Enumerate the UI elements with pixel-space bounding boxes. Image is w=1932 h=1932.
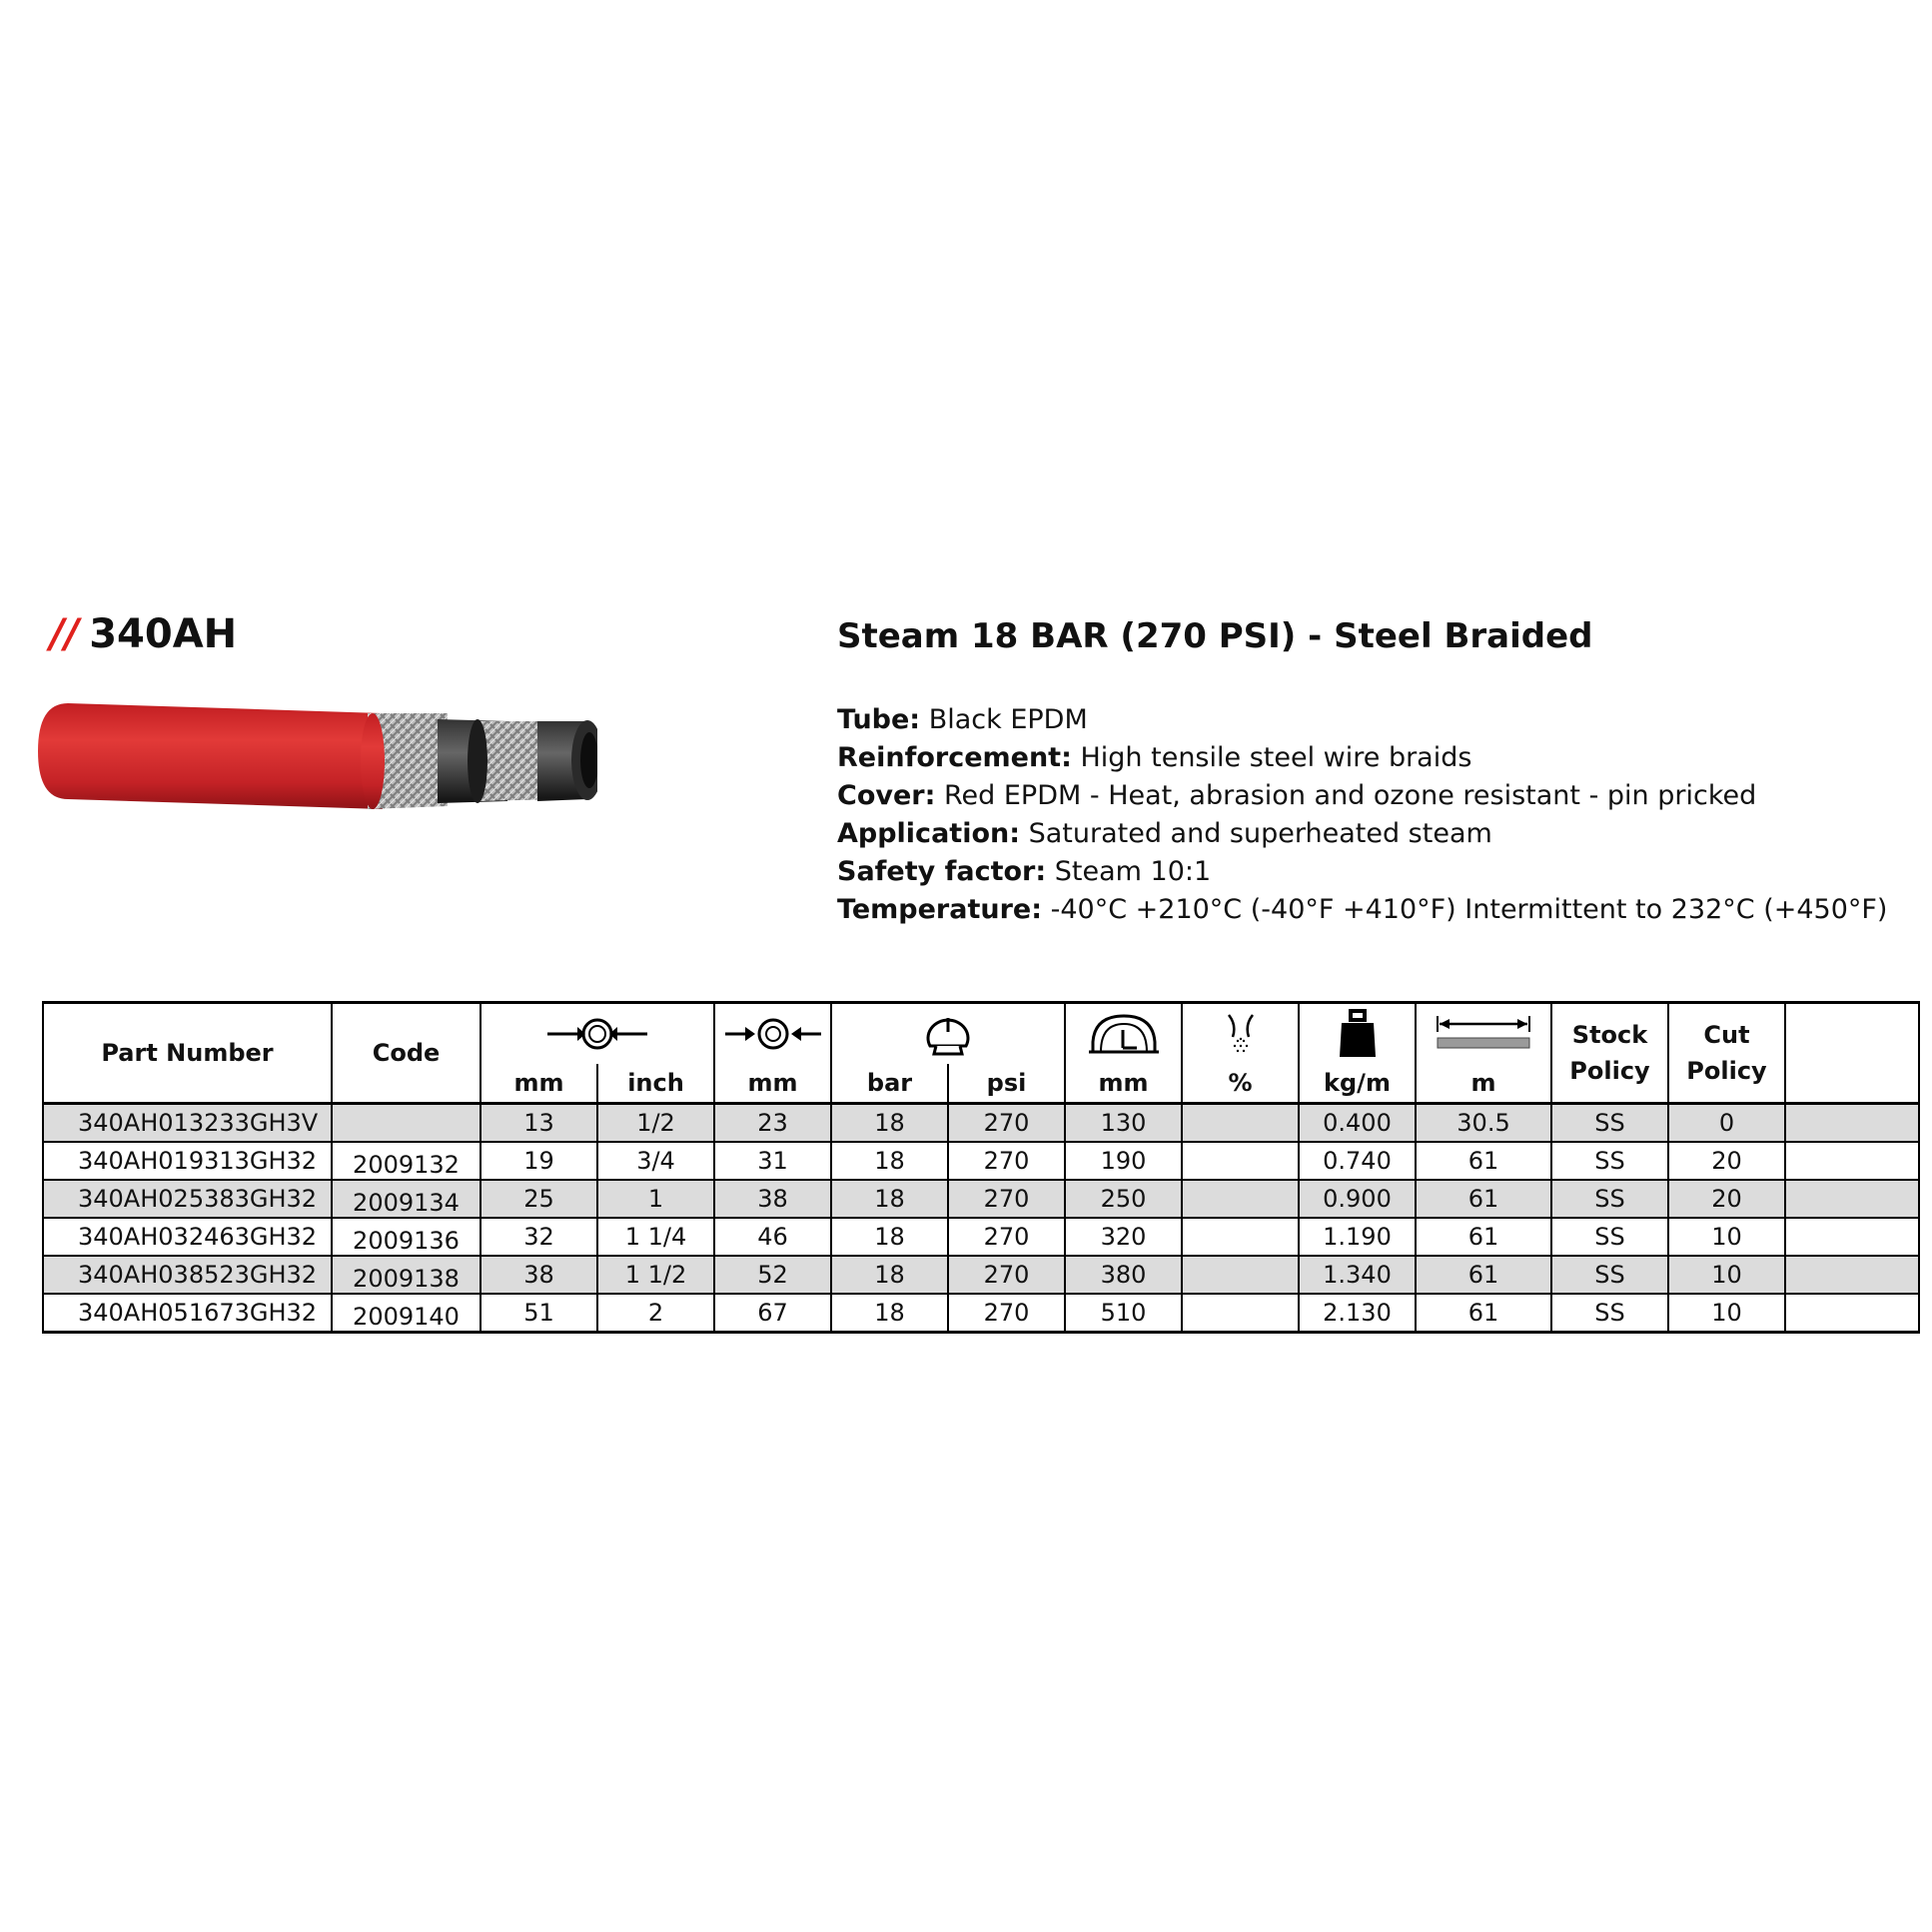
cell-bar: 18 bbox=[831, 1180, 948, 1218]
cell-id-inch: 3/4 bbox=[597, 1142, 714, 1180]
cell-part-number: 340AH025383GH32 bbox=[43, 1180, 332, 1218]
unit-od-mm: mm bbox=[714, 1064, 831, 1104]
outside-diameter-icon bbox=[723, 1014, 823, 1054]
spec-label: Application: bbox=[837, 818, 1021, 849]
header-vacuum bbox=[1182, 1003, 1299, 1065]
cell-code: 2009134 bbox=[332, 1180, 481, 1218]
cell-od-mm: 31 bbox=[714, 1142, 831, 1180]
unit-pressure-bar: bar bbox=[831, 1064, 948, 1104]
header-code: Code bbox=[332, 1003, 481, 1104]
vacuum-icon bbox=[1221, 1011, 1261, 1057]
table-row bbox=[43, 1218, 1919, 1256]
cell-code: 2009140 bbox=[332, 1294, 481, 1333]
header-bend-radius bbox=[1065, 1003, 1182, 1065]
cell-weight: 2.130 bbox=[1299, 1294, 1416, 1333]
cell-bend-mm: 510 bbox=[1065, 1294, 1182, 1333]
cell-extra bbox=[1785, 1218, 1919, 1256]
cell-vacuum bbox=[1182, 1294, 1299, 1333]
cell-od-mm: 23 bbox=[714, 1104, 831, 1143]
cell-weight: 1.190 bbox=[1299, 1218, 1416, 1256]
cell-stock-policy: SS bbox=[1551, 1180, 1668, 1218]
unit-bend-mm: mm bbox=[1065, 1064, 1182, 1104]
unit-length-m: m bbox=[1416, 1064, 1551, 1104]
cell-code: 2009136 bbox=[332, 1218, 481, 1256]
length-icon bbox=[1436, 1014, 1531, 1054]
cell-id-inch: 1 1/2 bbox=[597, 1256, 714, 1294]
header-inside-diameter bbox=[481, 1003, 714, 1065]
cell-vacuum bbox=[1182, 1218, 1299, 1256]
spec-value: Steam 10:1 bbox=[1054, 856, 1212, 887]
cell-bar: 18 bbox=[831, 1218, 948, 1256]
cell-cut-policy: 10 bbox=[1668, 1218, 1785, 1256]
cell-part-number: 340AH051673GH32 bbox=[43, 1294, 332, 1333]
cell-stock-policy: SS bbox=[1551, 1294, 1668, 1333]
cell-weight: 0.400 bbox=[1299, 1104, 1416, 1143]
cell-id-inch: 2 bbox=[597, 1294, 714, 1333]
inside-diameter-icon bbox=[545, 1014, 649, 1054]
cell-bar: 18 bbox=[831, 1142, 948, 1180]
cell-extra bbox=[1785, 1142, 1919, 1180]
cell-length: 61 bbox=[1416, 1180, 1551, 1218]
cell-stock-policy: SS bbox=[1551, 1218, 1668, 1256]
cell-stock-policy: SS bbox=[1551, 1104, 1668, 1143]
spec-temperature bbox=[837, 891, 1896, 929]
cell-cut-policy: 10 bbox=[1668, 1256, 1785, 1294]
cell-length: 61 bbox=[1416, 1256, 1551, 1294]
cell-vacuum bbox=[1182, 1104, 1299, 1143]
table-row bbox=[43, 1180, 1919, 1218]
cell-code: 2009132 bbox=[332, 1142, 481, 1180]
cell-stock-policy: SS bbox=[1551, 1142, 1668, 1180]
cell-vacuum bbox=[1182, 1142, 1299, 1180]
cell-part-number: 340AH019313GH32 bbox=[43, 1142, 332, 1180]
cell-od-mm: 38 bbox=[714, 1180, 831, 1218]
cut-policy-line1: Cut bbox=[1703, 1021, 1750, 1049]
cell-cut-policy: 20 bbox=[1668, 1142, 1785, 1180]
cell-od-mm: 67 bbox=[714, 1294, 831, 1333]
table-row bbox=[43, 1294, 1919, 1333]
header-part-number: Part Number bbox=[43, 1003, 332, 1104]
spec-label: Tube: bbox=[837, 704, 921, 735]
cell-part-number: 340AH038523GH32 bbox=[43, 1256, 332, 1294]
cell-stock-policy: SS bbox=[1551, 1256, 1668, 1294]
table-row bbox=[43, 1104, 1919, 1143]
spec-application bbox=[837, 815, 1896, 853]
cell-extra bbox=[1785, 1104, 1919, 1143]
cell-vacuum bbox=[1182, 1256, 1299, 1294]
unit-id-mm: mm bbox=[481, 1064, 597, 1104]
cell-bend-mm: 250 bbox=[1065, 1180, 1182, 1218]
cell-length: 61 bbox=[1416, 1294, 1551, 1333]
spec-value: High tensile steel wire braids bbox=[1080, 742, 1472, 773]
cell-extra bbox=[1785, 1294, 1919, 1333]
cell-length: 61 bbox=[1416, 1218, 1551, 1256]
product-title bbox=[50, 607, 237, 661]
spec-tube bbox=[837, 701, 1896, 739]
cell-id-inch: 1/2 bbox=[597, 1104, 714, 1143]
cell-code bbox=[332, 1104, 481, 1143]
cell-psi: 270 bbox=[948, 1142, 1065, 1180]
table-row bbox=[43, 1142, 1919, 1180]
header-pressure bbox=[831, 1003, 1065, 1065]
cell-bar: 18 bbox=[831, 1294, 948, 1333]
unit-vacuum-percent: % bbox=[1182, 1064, 1299, 1104]
cell-length: 30.5 bbox=[1416, 1104, 1551, 1143]
cell-bend-mm: 320 bbox=[1065, 1218, 1182, 1256]
spec-reinforcement bbox=[837, 739, 1896, 777]
cell-id-mm: 32 bbox=[481, 1218, 597, 1256]
cell-bend-mm: 130 bbox=[1065, 1104, 1182, 1143]
cell-cut-policy: 20 bbox=[1668, 1180, 1785, 1218]
spec-value: Black EPDM bbox=[928, 704, 1088, 735]
cell-cut-policy: 10 bbox=[1668, 1294, 1785, 1333]
cell-extra bbox=[1785, 1256, 1919, 1294]
cell-od-mm: 52 bbox=[714, 1256, 831, 1294]
cell-weight: 0.900 bbox=[1299, 1180, 1416, 1218]
cell-bar: 18 bbox=[831, 1104, 948, 1143]
unit-pressure-psi: psi bbox=[948, 1064, 1065, 1104]
cell-part-number: 340AH013233GH3V bbox=[43, 1104, 332, 1143]
spec-value: Red EPDM - Heat, abrasion and ozone resistant - pin pricked bbox=[943, 780, 1757, 811]
cell-bend-mm: 380 bbox=[1065, 1256, 1182, 1294]
cell-weight: 0.740 bbox=[1299, 1142, 1416, 1180]
cell-od-mm: 46 bbox=[714, 1218, 831, 1256]
cell-cut-policy: 0 bbox=[1668, 1104, 1785, 1143]
hose-image bbox=[38, 691, 597, 821]
cell-id-inch: 1 bbox=[597, 1180, 714, 1218]
cell-psi: 270 bbox=[948, 1218, 1065, 1256]
cell-psi: 270 bbox=[948, 1180, 1065, 1218]
weight-icon bbox=[1336, 1009, 1380, 1059]
spec-safety-factor bbox=[837, 853, 1896, 891]
cell-extra bbox=[1785, 1180, 1919, 1218]
cell-bar: 18 bbox=[831, 1256, 948, 1294]
spec-label: Safety factor: bbox=[837, 856, 1047, 887]
product-id: 340AH bbox=[89, 611, 238, 657]
cell-psi: 270 bbox=[948, 1104, 1065, 1143]
spec-value: Saturated and superheated steam bbox=[1028, 818, 1492, 849]
header-weight bbox=[1299, 1003, 1416, 1065]
unit-weight-kgm: kg/m bbox=[1299, 1064, 1416, 1104]
cell-code: 2009138 bbox=[332, 1256, 481, 1294]
spec-label: Temperature: bbox=[837, 894, 1043, 925]
spec-label: Reinforcement: bbox=[837, 742, 1072, 773]
product-headline: Steam 18 BAR (270 PSI) - Steel Braided bbox=[837, 616, 1593, 656]
bend-radius-icon bbox=[1087, 1012, 1161, 1056]
stock-policy-line2: Policy bbox=[1569, 1057, 1650, 1085]
table-row bbox=[43, 1256, 1919, 1294]
cell-length: 61 bbox=[1416, 1142, 1551, 1180]
cell-id-mm: 19 bbox=[481, 1142, 597, 1180]
stock-policy-line1: Stock bbox=[1571, 1021, 1648, 1049]
cell-id-mm: 38 bbox=[481, 1256, 597, 1294]
title-slashes: // bbox=[50, 611, 80, 657]
cell-vacuum bbox=[1182, 1180, 1299, 1218]
cell-psi: 270 bbox=[948, 1256, 1065, 1294]
cell-id-inch: 1 1/4 bbox=[597, 1218, 714, 1256]
pressure-gauge-icon bbox=[918, 1010, 978, 1058]
spec-label: Cover: bbox=[837, 780, 936, 811]
unit-id-inch: inch bbox=[597, 1064, 714, 1104]
header-cut-policy bbox=[1668, 1003, 1785, 1104]
cell-psi: 270 bbox=[948, 1294, 1065, 1333]
cell-weight: 1.340 bbox=[1299, 1256, 1416, 1294]
cell-id-mm: 13 bbox=[481, 1104, 597, 1143]
header-empty bbox=[1785, 1003, 1919, 1104]
cut-policy-line2: Policy bbox=[1686, 1057, 1767, 1085]
cell-id-mm: 25 bbox=[481, 1180, 597, 1218]
cell-bend-mm: 190 bbox=[1065, 1142, 1182, 1180]
cell-id-mm: 51 bbox=[481, 1294, 597, 1333]
spec-list bbox=[837, 701, 1896, 929]
header-length bbox=[1416, 1003, 1551, 1065]
part-table bbox=[42, 1001, 1920, 1334]
header-stock-policy bbox=[1551, 1003, 1668, 1104]
spec-value: -40°C +210°C (-40°F +410°F) Intermittent to 232°C (+450°F) bbox=[1050, 894, 1888, 925]
header-outside-diameter bbox=[714, 1003, 831, 1065]
cell-part-number: 340AH032463GH32 bbox=[43, 1218, 332, 1256]
spec-cover bbox=[837, 777, 1896, 815]
